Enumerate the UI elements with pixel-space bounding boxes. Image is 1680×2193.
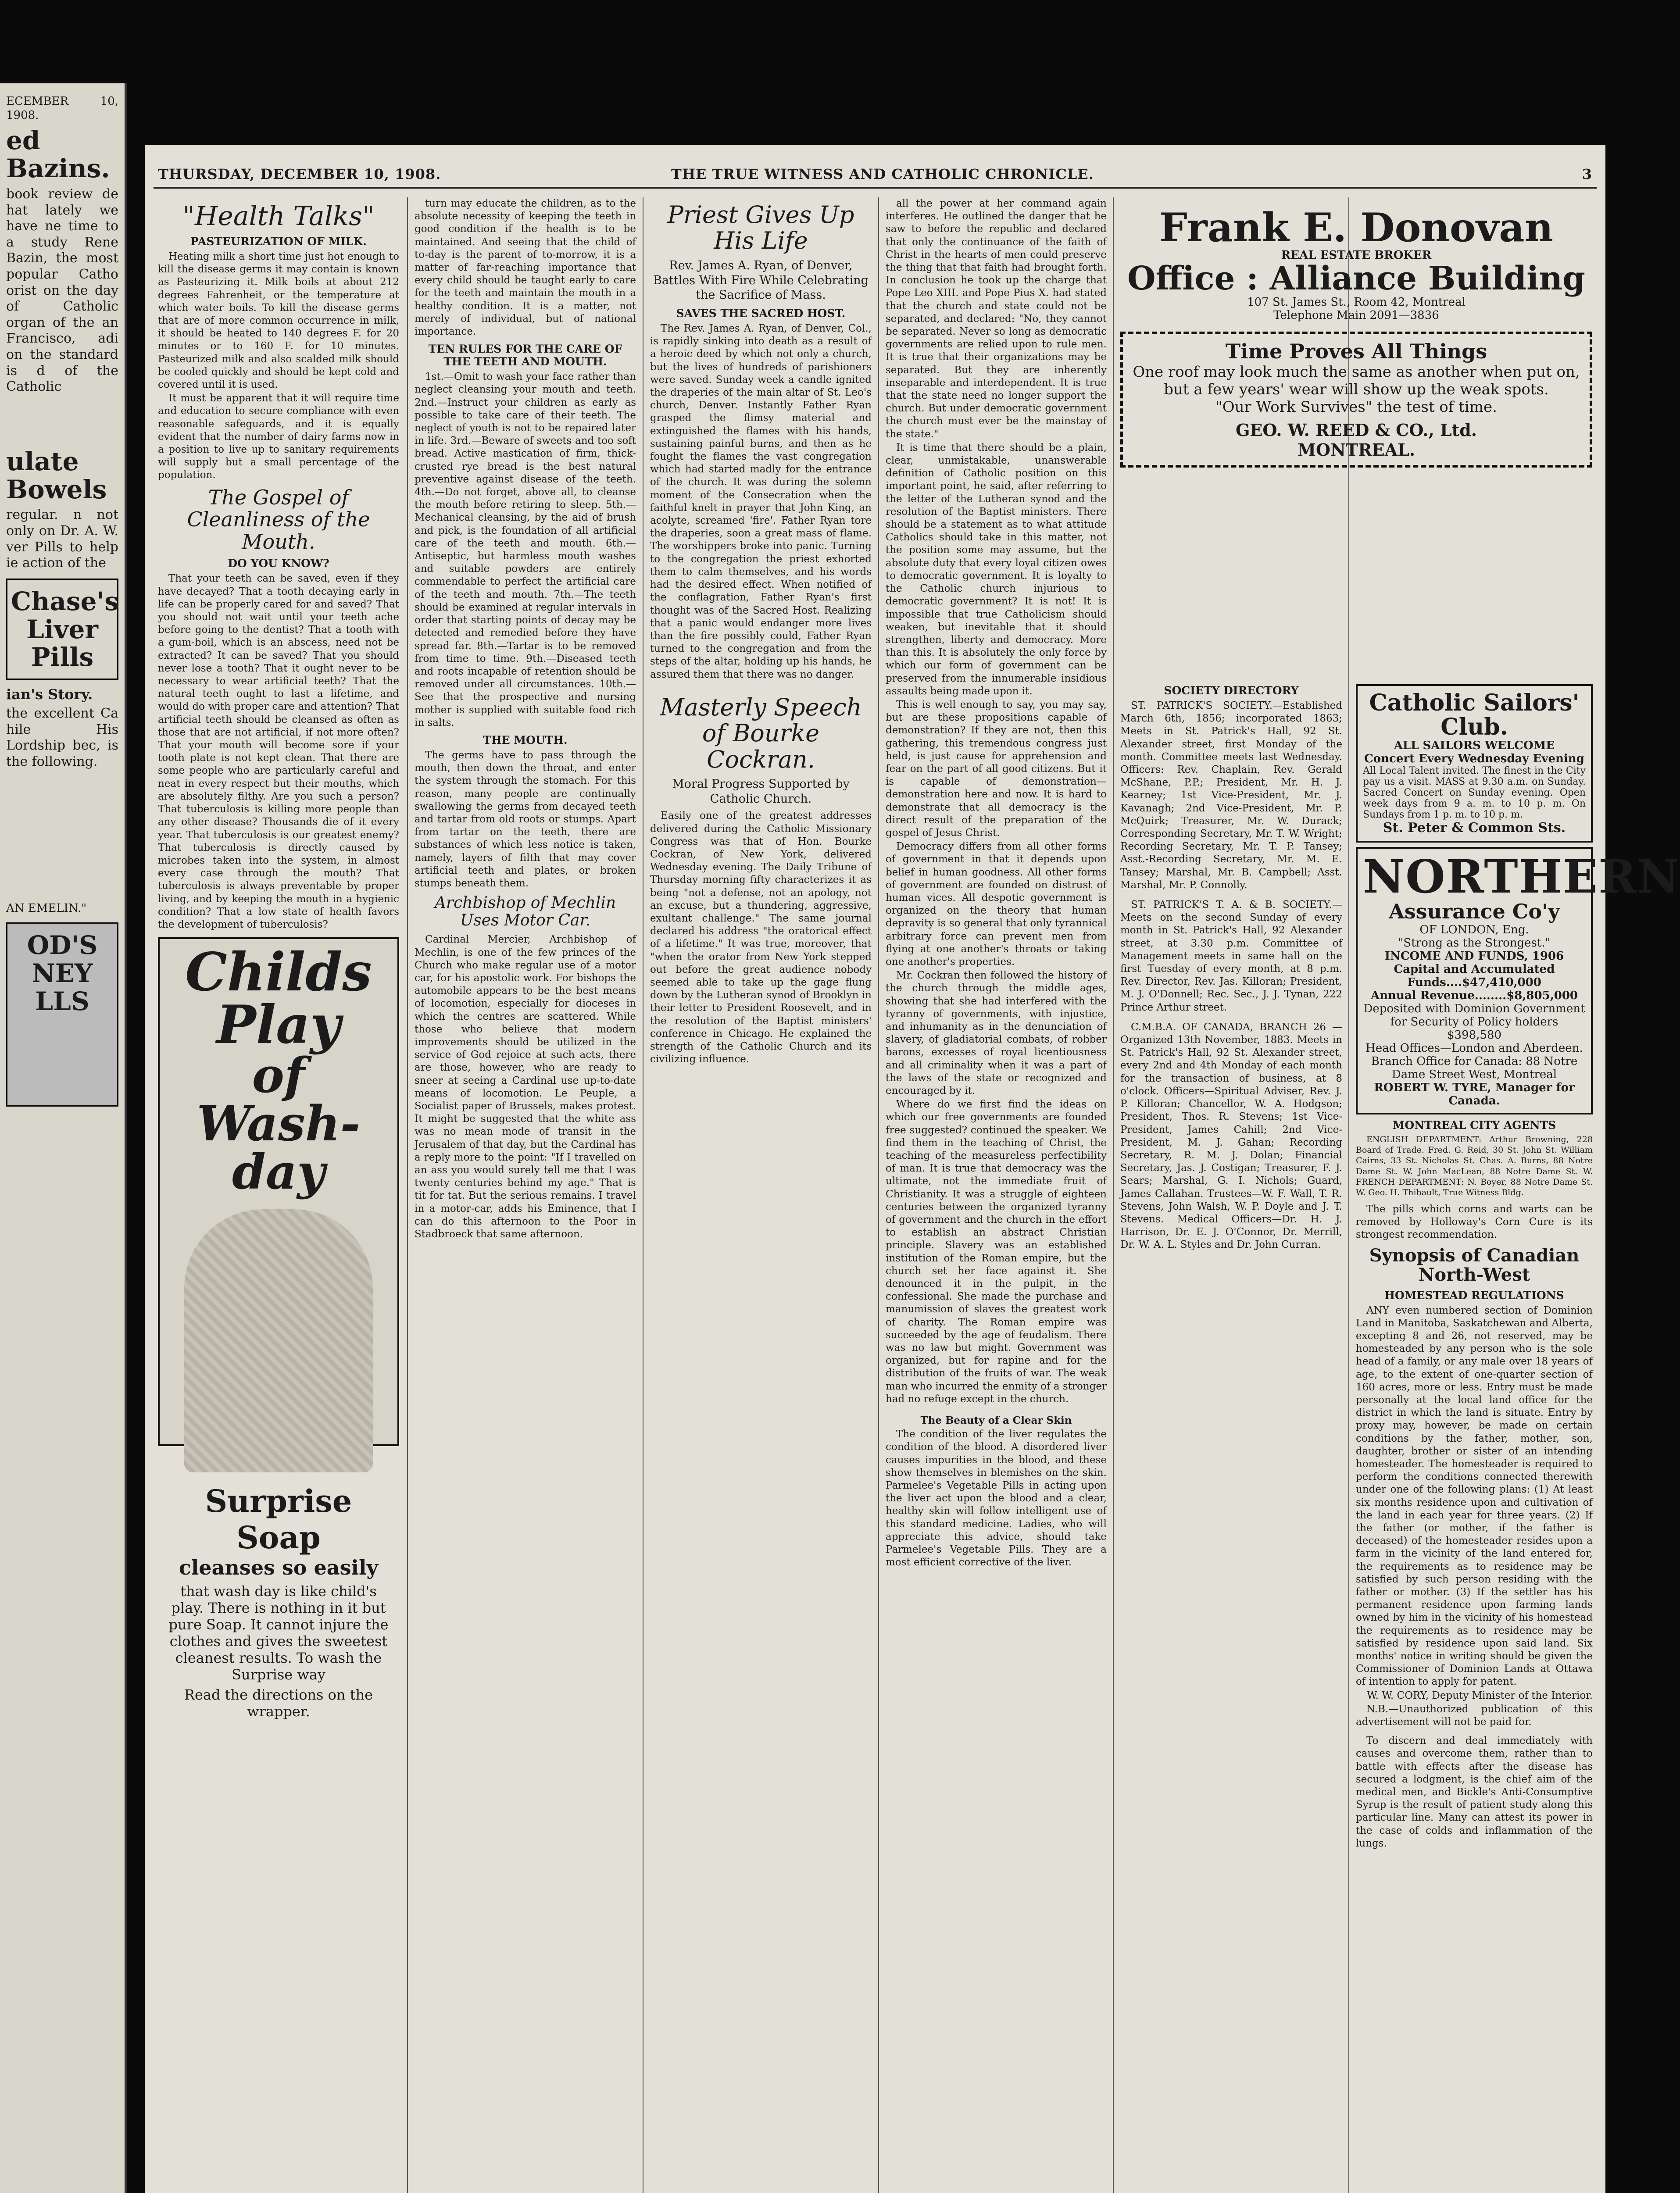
column-rule xyxy=(878,197,879,2193)
ad-copy: that wash day is like child's play. There is nothing in it but pure Soap. It cannot injure the clothes and gives the sweetest cleanest results. To wash the Surprise way xyxy=(168,1583,389,1683)
northern-capital: Capital and Accumulated Funds....$47,410,000 xyxy=(1394,963,1555,989)
ad-surprise-soap: Surprise Soap xyxy=(205,1483,352,1556)
article-paragraph: Where do we first find the ideas on which our free governments are founded free suggested? continued the speaker. We find them in the teaching of Christ, the teaching of the measureless perfectibility of man. It is true that democracy was the ultimate, not the immediate fruit of Christianity. It was a struggle of eighteen centuries between the organized tyranny of government and the church in the effort to establish an abstract Christian principle. Slavery was an established institution of the Roman empire, but the church set her face against it. She denounced it in the pulpit, in the confessional. She made the purchase and manumission of slaves the greatest work of charity. The Roman empire was succeeded by the age of feudalism. There was no law but might. Government was organized, but for rapine and for the distribution of the fruits of war. The weak man who incurred the enmity of a stronger had no refuge except in the church. xyxy=(886,1099,1107,1405)
page-number: 3 xyxy=(1582,166,1592,182)
page-header xyxy=(154,162,1597,189)
homestead-heading: HOMESTEAD REGULATIONS xyxy=(1384,1289,1564,1302)
homestead-text: ANY even numbered section of Dominion Land in Manitoba, Saskatchewan and Alberta, excepting 8 and 26, not reserved, may be homesteaded by any person who is the sole head of a family, or any male over 18 years of age, to the extent of one-quarter section of 160 acres, more or less. Entry must be made personally at the local land office for the district in which the land is situate. Entry by proxy may, however, be made on certain conditions by the father, mother, son, daughter, brother or sister of an intending homesteader. The homesteader is required to perform the conditions connected therewith under one of the following plans: (1) At least six months residence upon and cultivation of the land in each year for three years. (2) If the father (or mother, if the father is deceased) of the homesteader resides upon a farm in the vicinity of the land entered for, the requirements as to residence may be satisfied by such person residing with the father or mother. (3) If the settler has his permanent residence upon farming lands owned by him in the vicinity of his homestead the requirements as to residence may be satisfied by residence upon said land. Six months' notice in writing should be given the Commissioner of Dominion Lands at Ottawa of intention to apply for patent. xyxy=(1356,1304,1593,1688)
article-paragraph: The germs have to pass through the mouth, then down the throat, and enter the system through the stomach. For this reason, many people are continually swallowing the germs from decayed teeth and tartar from old roots or stumps. Apart from tartar on the teeth, there are substances of which less notice is taken, namely, layers of filth that may cover artificial teeth and plates, or broken stumps beneath them. xyxy=(415,749,636,889)
prev-text-2: regular. n not only on Dr. A. W. ver Pills to help ie action of the xyxy=(6,507,118,571)
article-paragraph: The condition of the liver regulates the condition of the blood. A disordered liver causes impurities in the blood, and these show themselves in blemishes on the skin. Parmelee's Vegetable Pills in acting upon the liver act upon the blood and a clear, healthy skin will follow intelligent use of this standard medicine. Ladies, who will appreciate this advice, should take Parmelee's Vegetable Pills. They are a most efficient corrective of the liver. xyxy=(886,1429,1107,1568)
donovan-role: REAL ESTATE BROKER xyxy=(1281,248,1432,262)
sailors-body: All Local Talent invited. The finest in the City pay us a visit. MASS at 9.30 a.m. on Sunday. Sacred Concert on Sunday evening. Open week days from 9 a. m. to 10 p. m. On Sundays from 1 p. m. to 10 p. m. xyxy=(1363,765,1586,821)
ad-cleanses: cleanses so easily xyxy=(179,1556,379,1580)
prev-ad-liver-pills-text: Chase's Liver Pills xyxy=(11,586,119,672)
article-paragraph: 1st.—Omit to wash your face rather than neglect cleansing your mouth and teeth. 2nd.—Instruct your children as early as possible to take care of their teeth. The neglect of youth is not to be repaired later in life. 3rd.—Beware of sweets and too soft bread. Active mastication of firm, thick-crusted rye bread is the best natural preventive against disease of the teeth. 4th.—Do not forget, above all, to cleanse the mouth before retiring to sleep. 5th.—Mechanical cleansing, by the aid of brush and pick, is the foundation of all artificial care of the teeth and mouth. 6th.—Antiseptic, but harmless mouth washes and suitable powders are entirely commendable to perfect the artificial care of the teeth and mouth. 7th.—The teeth should be examined at regular intervals in order that starting points of decay may be detected and remedied before they have spread far. 8th.—Tartar is to be removed from time to time. 9th.—Diseased teeth and roots incapable of retention should be removed under all circumstances. 10th.—See that the prospective and nursing mother is supplied with suitable food rich in salts. xyxy=(415,371,636,729)
reed-title: Time Proves All Things xyxy=(1225,339,1487,364)
sailors-club-ad xyxy=(1356,684,1593,843)
newspaper-page xyxy=(145,145,1680,2193)
article-paragraph: It is time that there should be a plain, clear, unmistakable, unanswerable definition of Catholic position on this important point, he said, after referring to the letter of the Lutheran synod and the resolution of the Baptist ministers. There should be a statement as to what attitude Catholics should take in this matter, not the position some may assume, but the absolute duty that every loyal citizen owes to democratic government. It is loyalty to the Catholic church injurious to democratic government? It is not! It is impossible that true Catholicism should weaken, but inevitable that it should strengthen, liberty and democracy. More than this. It is absolutely the only force by which our form of government can be preserved from the innumerable insidious assaults being made upon it. xyxy=(886,442,1107,697)
column-rule xyxy=(1113,197,1114,2193)
ad-directions: Read the directions on the wrapper. xyxy=(184,1686,373,1720)
directory-entry: ST. PATRICK'S T. A. & B. SOCIETY.—Meets on the second Sunday of every month in St. Patrick's Hall, 92 Alexander street, at 3.30 p.m. Committee of Management meets in same hall on the first Tuesday of every month, at 8 p.m. Rev. Director, Rev. Jas. Killoran; President, M. J. O'Donnell; Rec. Sec., J. J. Tynan, 222 Prince Arthur street. xyxy=(1120,899,1342,1013)
society-directory-heading: SOCIETY DIRECTORY xyxy=(1164,684,1299,697)
sailors-address: St. Peter & Common Sts. xyxy=(1383,820,1566,836)
directory-entry: ST. PATRICK'S SOCIETY.—Established March 6th, 1856; incorporated 1863; Meets in St. Patrick's Hall, 92 St. Alexander street, first Monday of the month. Committee meets last Wednesday. Officers: Rev. Chaplain, Rev. Gerald McShane, P.P.; President, Mr. H. J. Kearney; 1st Vice-President, Mr. J. Kavanagh; 2nd Vice-President, Mr. P. McQuirk; Treasurer, Mr. W. Durack; Corresponding Secretary, Mr. T. W. Wright; Recording Secretary, Mr. T. P. Tansey; Asst.-Recording Secretary, Mr. M. E. Tansey; Marshal, Mr. B. Campbell; Asst. Marshal, Mr. P. Connolly. xyxy=(1120,700,1342,891)
reed-line-2: "Our Work Survives" the test of time. xyxy=(1215,398,1497,416)
article-paragraph: Democracy differs from all other forms of government in that it depends upon belief in human goodness. All other forms of government are founded on distrust of human vices. All despotic government is organized on the theory that human depravity is so general that only tyrannical arbitrary force can prevent men from flying at one another's throats or taking one another's properties. xyxy=(886,841,1107,968)
header-date: THURSDAY, DECEMBER 10, 1908. xyxy=(158,166,441,182)
article-paragraph: That your teeth can be saved, even if they have decayed? That a tooth decaying early in life can be properly cared for and saved? That you should not wait until your teeth ache before going to the dentist? That a tooth with a gum-boil, which is an abscess, need not be extracted? It can be saved? That you should never lose a tooth? That it ought never to be necessary to wear artificial teeth? That the natural teeth ought to last a lifetime, and would do with proper care and attention? That artificial teeth should be cleansed as often as those that are not artificial, if not more often? That your mouth will become sore if your tooth plate is not kept clean. That there are some people who are particularly careful and neat in every respect but their mouths, which are absolutely filthy. Are you such a person? That tuberculosis is killing more people than any other disease? Thousands die of it every year. That tuberculosis is our greatest enemy? That tuberculosis is directly caused by microbes taken into the system, in almost every case through the mouth? That tuberculosis is always preventable by proper living, and by keeping the mouth in a hygienic condition? That a low state of health favors the development of tuberculosis? xyxy=(158,573,399,930)
reed-roofing-ad xyxy=(1120,332,1592,468)
prev-title-3: ian's Story. xyxy=(6,686,93,703)
banner-ads xyxy=(1116,197,1597,680)
prev-footer: AN EMELIN." xyxy=(6,901,87,915)
article-paragraph: This is well enough to say, you may say, but are these propositions capable of demonstration? If they are not, then this gathering, this tremendous congress just held, is just cause for apprehension and fear on the part of all good citizens. But it is capable of demonstration—demonstration here and now. It is hard to demonstrate that all democracy is the direct result of the preparation of the gospel of Jesus Christ. xyxy=(886,699,1107,839)
prev-ad-liver-pills xyxy=(6,579,118,680)
bickle-syrup-notice: To discern and deal immediately with causes and overcome them, rather than to battle with effects after the disease has secured a lodgment, is the chief aim of the medical men, and Bickle's Anti-Consumptive Syrup is the result of patient study along this particular line. Many can attest its power in the case of colds and inflammation of the lungs. xyxy=(1356,1735,1593,1849)
donovan-name: Frank E. Donovan xyxy=(1159,204,1554,251)
reed-company: GEO. W. REED & CO., Ltd. xyxy=(1235,420,1477,440)
archbishop-title: Archbishop of Mechlin Uses Motor Car. xyxy=(434,894,616,929)
article-paragraph: Heating milk a short time just hot enough to kill the disease germs it may contain is known as Pasteurizing it. Milk boils at about 212 degrees Fahrenheit, or the temperature at which water boils. To kill the disease germs that are of more common occurrence in milk, it should be heated to 140 degrees F. for 20 minutes or to 160 F. for 10 minutes. Pasteurized milk and also scalded milk should be cooled quickly and should be kept cold and covered until it is used. xyxy=(158,251,399,391)
article-paragraph: Easily one of the greatest addresses delivered during the Catholic Missionary Congress was that of Hon. Bourke Cockran, of New York, delivered Wednesday evening. The Daily Tribune of Thursday morning fifty characterizes it as being "not a defense, not an apology, not an excuse, but a thundering, aggressive, exultant challenge." The same journal declared his address "the oratorical effect of a lifetime." It was true, moreover, that "when the orator from New York stepped out before the great audience nobody seemed able to take up the gage flung down by the Lutheran synod of Brooklyn in their letter to President Roosevelt, and in the resolution of the Baptist ministers' conference in Chicago. He explained the strength of the Catholic Church and its civilizing influence. xyxy=(650,810,872,1065)
cockran-title: Masterly Speech of Bourke Cockran. xyxy=(660,693,862,773)
column-6 xyxy=(1351,680,1680,2193)
clear-skin-heading: The Beauty of a Clear Skin xyxy=(920,1414,1072,1427)
column-3 xyxy=(646,197,876,2193)
column-4 xyxy=(881,197,1111,2193)
prev-title-1: ed Bazins. xyxy=(6,125,110,184)
washtub-illustration xyxy=(184,1209,373,1472)
sailors-concert: Concert Every Wednesday Evening xyxy=(1364,752,1584,766)
ad-childs-play: Childs Play xyxy=(185,941,372,1056)
pasteurization-heading: PASTEURIZATION OF MILK. xyxy=(190,235,367,248)
article-paragraph: turn may educate the children, as to the absolute necessity of keeping the teeth in good condition if the health is to be maintained. And seeing that the child of to-day is the parent of to-morrow, it is a matter of far-reaching importance that every child should be taught early to care for the teeth and maintain the mouth in a healthy condition. It is a matter, not merely of individual, but of national importance. xyxy=(415,198,636,338)
prev-date: ECEMBER 10, 1908. xyxy=(6,95,118,122)
sailors-welcome: ALL SAILORS WELCOME xyxy=(1394,739,1555,753)
prev-title-2: ulate Bowels xyxy=(6,446,107,504)
northern-manager: ROBERT W. TYRE, Manager for Canada. xyxy=(1374,1081,1575,1108)
donovan-address: 107 St. James St., Room 42, Montreal xyxy=(1247,296,1466,309)
synopsis-note: N.B.—Unauthorized publication of this advertisement will not be paid for. xyxy=(1356,1703,1593,1728)
donovan-telephone: Telephone Main 2091—3836 xyxy=(1273,309,1439,322)
synopsis-title: Synopsis of Canadian North-West xyxy=(1369,1245,1580,1285)
northern-deposit: Deposited with Dominion Government for Security of Policy holders $398,580 xyxy=(1363,1002,1585,1042)
surprise-soap-ad xyxy=(158,937,399,1720)
prev-ad-kidney-text: OD'S NEY LLS xyxy=(27,930,98,1016)
column-1 xyxy=(154,197,404,2193)
northern-location: OF LONDON, Eng. xyxy=(1419,923,1529,937)
reed-city: MONTREAL. xyxy=(1297,440,1415,460)
ad-wash-day: of Wash-day xyxy=(197,1047,361,1200)
header-title: THE TRUE WITNESS AND CATHOLIC CHRONICLE. xyxy=(671,166,1094,182)
the-mouth-heading: THE MOUTH. xyxy=(483,733,568,746)
northern-name: NORTHERN xyxy=(1363,850,1680,904)
saves-host-heading: SAVES THE SACRED HOST. xyxy=(676,307,846,320)
ten-rules-heading: TEN RULES FOR THE CARE OF THE TEETH AND MOUTH. xyxy=(428,343,622,368)
health-talks-title: "Health Talks" xyxy=(182,201,375,232)
northern-motto: "Strong as the Strongest." xyxy=(1398,936,1551,950)
article-paragraph: The Rev. James A. Ryan, of Denver, Col., is rapidly sinking into death as a result of a heroic deed by which not only a church, but the lives of hundreds of parishioners were saved. Sunday week a candle ignited the draperies of the main altar of St. Leo's church, Denver. Instantly Father Ryan grasped the flimsy material and extinguished the flames with his hands, sustaining painful burns, and then as he fought the flames the vast congregation which had started madly for the entrance of the church. It was during the solemn moment of the Consecration when the faithful knelt in prayer that John King, an acolyte, screamed 'fire'. Father Ryan tore the draperies, soon a great mass of flame. The worshippers broke into panic. Turning to the congregation the priest exhorted them to calm themselves, and his words had the desired effect. When notified of the conflagration, Father Ryan's first thought was of the Sacred Host. Realizing that a panic would endanger more lives than the fire possibly could, Father Ryan turned to the congregation and from the steps of the altar, holding up his hands, he assured them that there was no danger. xyxy=(650,323,872,680)
prev-ad-kidney xyxy=(6,922,118,1107)
northern-revenue: Annual Revenue........$8,805,000 xyxy=(1370,989,1578,1003)
northern-assurance-ad xyxy=(1356,847,1680,1114)
column-rule xyxy=(407,197,408,2193)
directory-entry: C.M.B.A. OF CANADA, BRANCH 26 —Organized 13th November, 1883. Meets in St. Patrick's Hall, 92 St. Alexander street, every 2nd and 4th Monday of each month for the transaction of business, at 8 o'clock. Officers—Spiritual Adviser, Rev. J. P. Killoran; Chancellor, W. A. Hodgson; President, Thos. R. Stevens; 1st Vice-President, James Cahill; 2nd Vice-President, M. J. Gahan; Recording Secretary, R. M. J. Dolan; Financial Secretary, Jas. J. Costigan; Treasurer, F. J. Sears; Marshal, G. I. Nichols; Guard, James Callahan. Trustees—W. F. Wall, T. R. Stevens, John Walsh, W. P. Doyle and J. T. Stevens. Medical Officers—Dr. H. J. Harrison, Dr. E. J. O'Connor, Dr. Merrill, Dr. W. A. L. Styles and Dr. John Curran. xyxy=(1120,1021,1342,1251)
prev-text-3: the excellent Ca hile His Lordship bec, is the following. xyxy=(6,706,118,770)
priest-gives-title: Priest Gives Up His Life xyxy=(667,201,854,255)
priest-subtitle: Rev. James A. Ryan, of Denver, Battles With Fire While Celebrating the Sacrifice of Mass. xyxy=(653,258,869,302)
article-paragraph: all the power at her command again interferes. He outlined the danger that he saw to before the republic and declared that only the continuance of the faith of Christ in the hearts of men could preserve the thing that that faith had brought forth. In conclusion he took up the charge that Pope Leo XIII. and Pope Pius X. had stated that the church and state could not be separated, and declared: "No, they cannot be separated. Never so long as democratic governments are relied upon to rule men. It is true that their organizations may be separated. But they are inherently inseparable and interdependent. It is true that the state need no longer support the church. But under democratic government the church must ever be the mainstay of the state." xyxy=(886,198,1107,440)
column-5 xyxy=(1116,680,1347,2193)
article-paragraph: Mr. Cockran then followed the history of the church through the middle ages, showing that she had interfered with the tyranny of governments, with injustice, and inhumanity as in the denunciation of slavery, of gladiatorial combats, of robber barons, excesses of royal licentiousness and all criminality when it was a part of the laws of the state or recognized and encouraged by it. xyxy=(886,970,1107,1097)
cockran-subtitle: Moral Progress Supported by Catholic Church. xyxy=(672,777,850,806)
city-agents-heading: MONTREAL CITY AGENTS xyxy=(1392,1119,1556,1132)
gospel-cleanliness-title: The Gospel of Cleanliness of the Mouth. xyxy=(187,485,370,554)
corn-cure-notice: The pills which corns and warts can be removed by Holloway's Corn Cure is its strongest recommendation. xyxy=(1356,1203,1593,1241)
donovan-ad xyxy=(1120,202,1592,327)
reed-line-1: One roof may look much the same as another when put on, but a few years' wear will show up the weak spots. xyxy=(1133,363,1580,399)
city-agents-list: ENGLISH DEPARTMENT: Arthur Browning, 228 Board of Trade. Fred. G. Reid, 30 St. John St. William Cairns, 33 St. Nicholas St. Chas. A. Burns, 88 Notre Dame St. W. John MacLean, 88 Notre Dame St. W. FRENCH DEPARTMENT: N. Boyer, 88 Notre Dame St. W. Geo. H. Thibault, True Witness Bldg. xyxy=(1356,1135,1593,1197)
previous-page-strip xyxy=(0,83,127,2193)
article-paragraph: It must be apparent that it will require time and education to secure compliance with even reasonable safeguards, and it is equally evident that the number of dairy farms now in a position to live up to sanitary requirements will supply but a small percentage of the population. xyxy=(158,393,399,481)
donovan-office: Office : Alliance Building xyxy=(1127,259,1585,297)
synopsis-signature: W. W. CORY, Deputy Minister of the Interior. xyxy=(1367,1689,1593,1701)
article-paragraph: Cardinal Mercier, Archbishop of Mechlin, is one of the few princes of the Church who make regular use of a motor car, for his apostolic work. For bishops the automobile appears to be the best means of locomotion, especially for dioceses in which the centres are scattered. While those who believe that modern improvements should be utilized in the service of God rejoice at such acts, there are those, however, who are ready to sneer at seeing a Cardinal use up-to-date means of locomotion. Le Peuple, a Socialist paper of Brussels, makes protest. It might be suggested that the white ass was no mean mode of transit in the Jerusalem of that day, but the Cardinal has a reply more to the point: "If I travelled on an ass you would surely tell me that I was twenty centuries behind my age." That is tit for tat. But the serious remains. I travel in a motor-car, adds his Eminence, that I can do this afternoon to the Poor in Stadbroeck that same afternoon. xyxy=(415,934,636,1240)
prev-text-1: book review de hat lately we have ne time to a study Rene Bazin, the most popular Catho orist on the day of Catholic organ of the an Francisco, adi on the standard is d of the Catholic xyxy=(6,186,118,395)
northern-head-office: Head Offices—London and Aberdeen. Branch Office for Canada: 88 Notre Dame Street West, Montreal xyxy=(1365,1042,1583,1082)
sailors-title: Catholic Sailors' Club. xyxy=(1369,689,1580,740)
do-you-know-heading: DO YOU KNOW? xyxy=(228,557,329,570)
column-2 xyxy=(410,197,640,2193)
northern-income: INCOME AND FUNDS, 1906 xyxy=(1384,950,1564,963)
northern-sub: Assurance Co'y xyxy=(1389,900,1560,924)
